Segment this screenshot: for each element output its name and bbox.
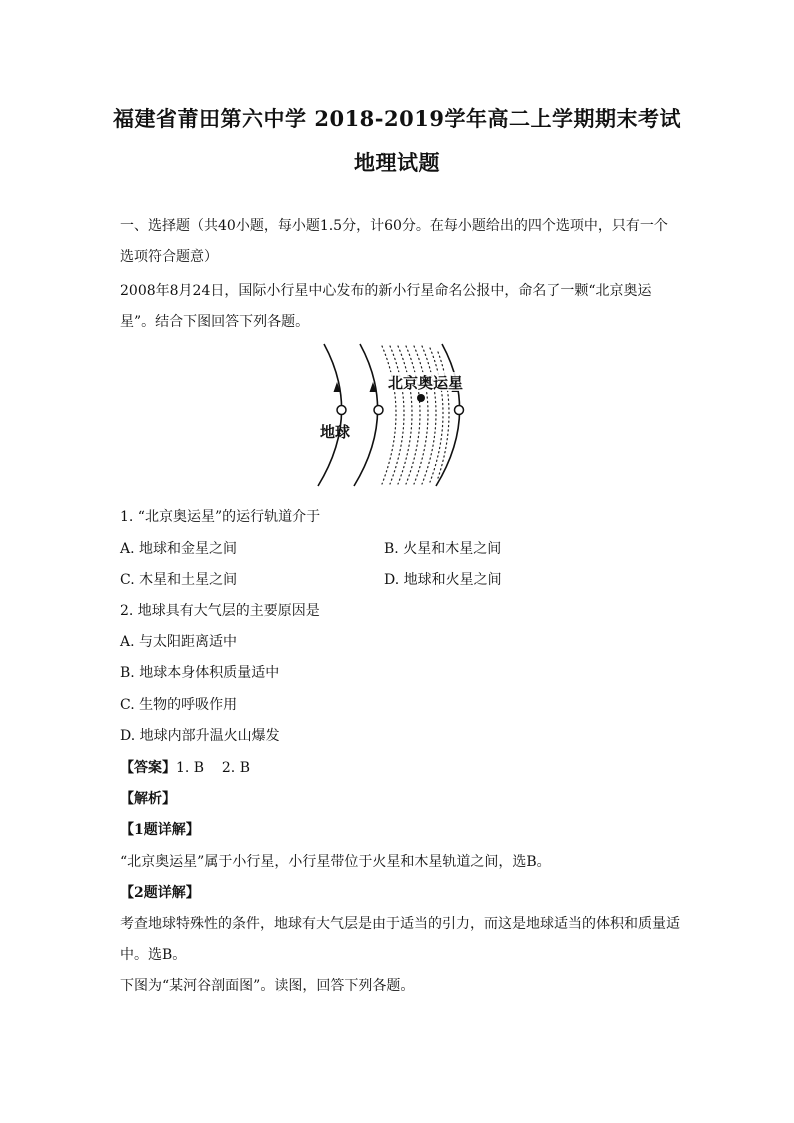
asteroid-label: 北京奥运星 bbox=[388, 374, 464, 392]
asteroid-orbit bbox=[436, 344, 460, 486]
section-heading-line2: 选项符合题意） bbox=[120, 249, 218, 265]
next-section-intro: 下图为“某河谷剖面图”。读图，回答下列各题。 bbox=[120, 978, 415, 994]
earth-orbit bbox=[318, 344, 342, 486]
section-heading-line1: 一、选择题（共40小题，每小题1.5分，计60分。在每小题给出的四个选项中，只有一个 bbox=[120, 218, 668, 234]
intro-line1: 2008年8月24日，国际小行星中心发布的新小行星命名公报中，命名了一颗“北京奥运 bbox=[120, 283, 652, 299]
analysis-q2-text-line1: 考查地球特殊性的条件，地球有大气层是由于适当的引力，而这是地球适当的体积和质量适 bbox=[120, 916, 680, 932]
intro-line2: 星”。结合下图回答下列各题。 bbox=[120, 314, 310, 330]
asteroid-orbit-figure bbox=[312, 342, 480, 488]
analysis-q2-text-line2: 中。选B。 bbox=[120, 947, 187, 963]
question-2-option-c: C. 生物的呼吸作用 bbox=[120, 697, 238, 713]
analysis-q2-label: 【2题详解】 bbox=[120, 885, 200, 901]
earth-marker bbox=[337, 406, 346, 415]
question-1-option-b: B. 火星和木星之间 bbox=[384, 541, 502, 557]
answer-line bbox=[120, 758, 250, 778]
answer-label: 【答案】 bbox=[120, 760, 176, 776]
analysis-q1-label: 【1题详解】 bbox=[120, 822, 200, 838]
jupiter-marker bbox=[455, 406, 464, 415]
earth-label: 地球 bbox=[320, 423, 351, 441]
asteroid-marker bbox=[417, 394, 425, 402]
question-2-option-a: A. 与太阳距离适中 bbox=[120, 634, 238, 650]
document-title: 福建省莆田第六中学 2018-2019学年高二上学期期末考试 bbox=[113, 106, 681, 131]
analysis-q1-text: “北京奥运星”属于小行星，小行星带位于火星和木星轨道之间，选B。 bbox=[120, 854, 551, 870]
mars-marker bbox=[374, 406, 383, 415]
document-subtitle: 地理试题 bbox=[354, 150, 440, 175]
question-2-stem: 2. 地球具有大气层的主要原因是 bbox=[120, 603, 320, 619]
question-1-stem: 1. “北京奥运星”的运行轨道介于 bbox=[120, 509, 321, 525]
question-1-option-d: D. 地球和火星之间 bbox=[384, 572, 502, 588]
question-2-option-d: D. 地球内部升温火山爆发 bbox=[120, 728, 280, 744]
analysis-label: 【解析】 bbox=[120, 791, 176, 807]
question-1-option-a: A. 地球和金星之间 bbox=[120, 541, 238, 557]
mars-orbit bbox=[354, 344, 378, 486]
question-2-option-b: B. 地球本身体积质量适中 bbox=[120, 665, 280, 681]
asteroid-belt bbox=[382, 346, 449, 484]
answer-text: 1. B 2. B bbox=[176, 760, 250, 776]
question-1-option-c: C. 木星和土星之间 bbox=[120, 572, 238, 588]
